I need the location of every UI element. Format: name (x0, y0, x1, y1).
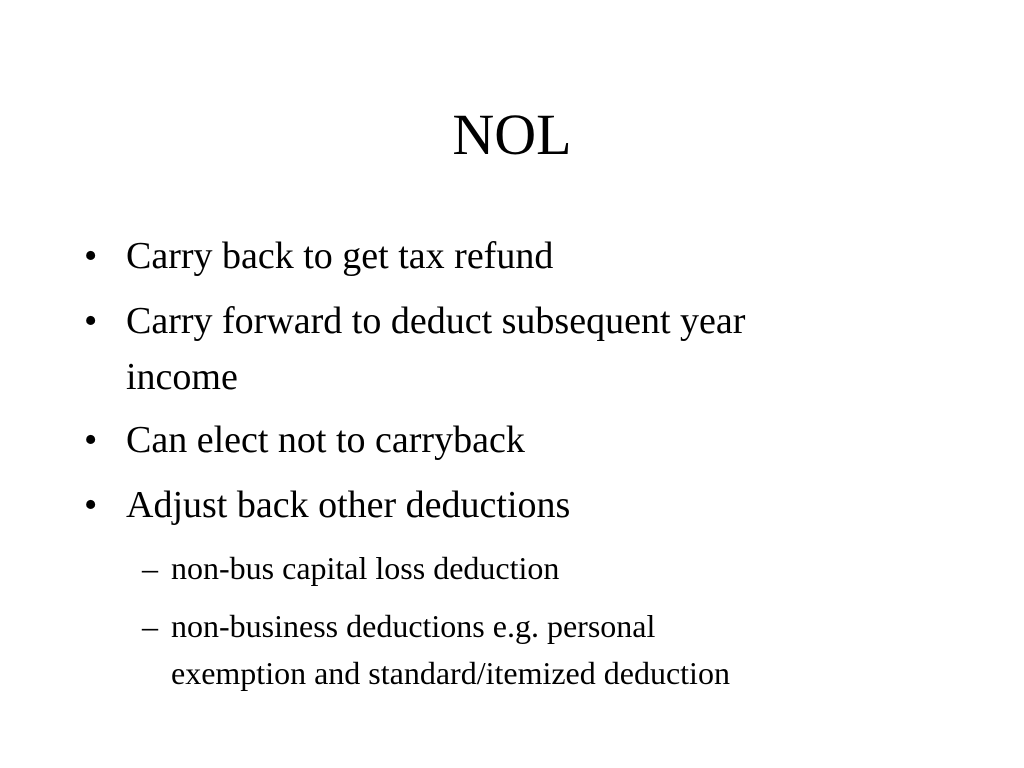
bullet-text-continued: income (126, 356, 238, 398)
slide-title: NOL (452, 102, 572, 167)
bullet-text: Can elect not to carryback (126, 419, 525, 461)
bullet-text: Carry forward to deduct subsequent year (126, 300, 746, 342)
bullet-marker: • (84, 419, 98, 461)
bullet-text: Adjust back other deductions (126, 484, 571, 526)
bullet-marker: • (84, 300, 98, 342)
bullet-text: Carry back to get tax refund (126, 235, 554, 277)
subbullet-marker: – (142, 608, 158, 644)
subbullet-text: non-business deductions e.g. personal (171, 608, 656, 644)
subbullet-text: non-bus capital loss deduction (171, 550, 560, 586)
subbullet-marker: – (142, 550, 158, 586)
bullet-marker: • (84, 235, 98, 277)
subbullet-text-continued: exemption and standard/itemized deduction (171, 655, 730, 691)
bullet-marker: • (84, 484, 98, 526)
